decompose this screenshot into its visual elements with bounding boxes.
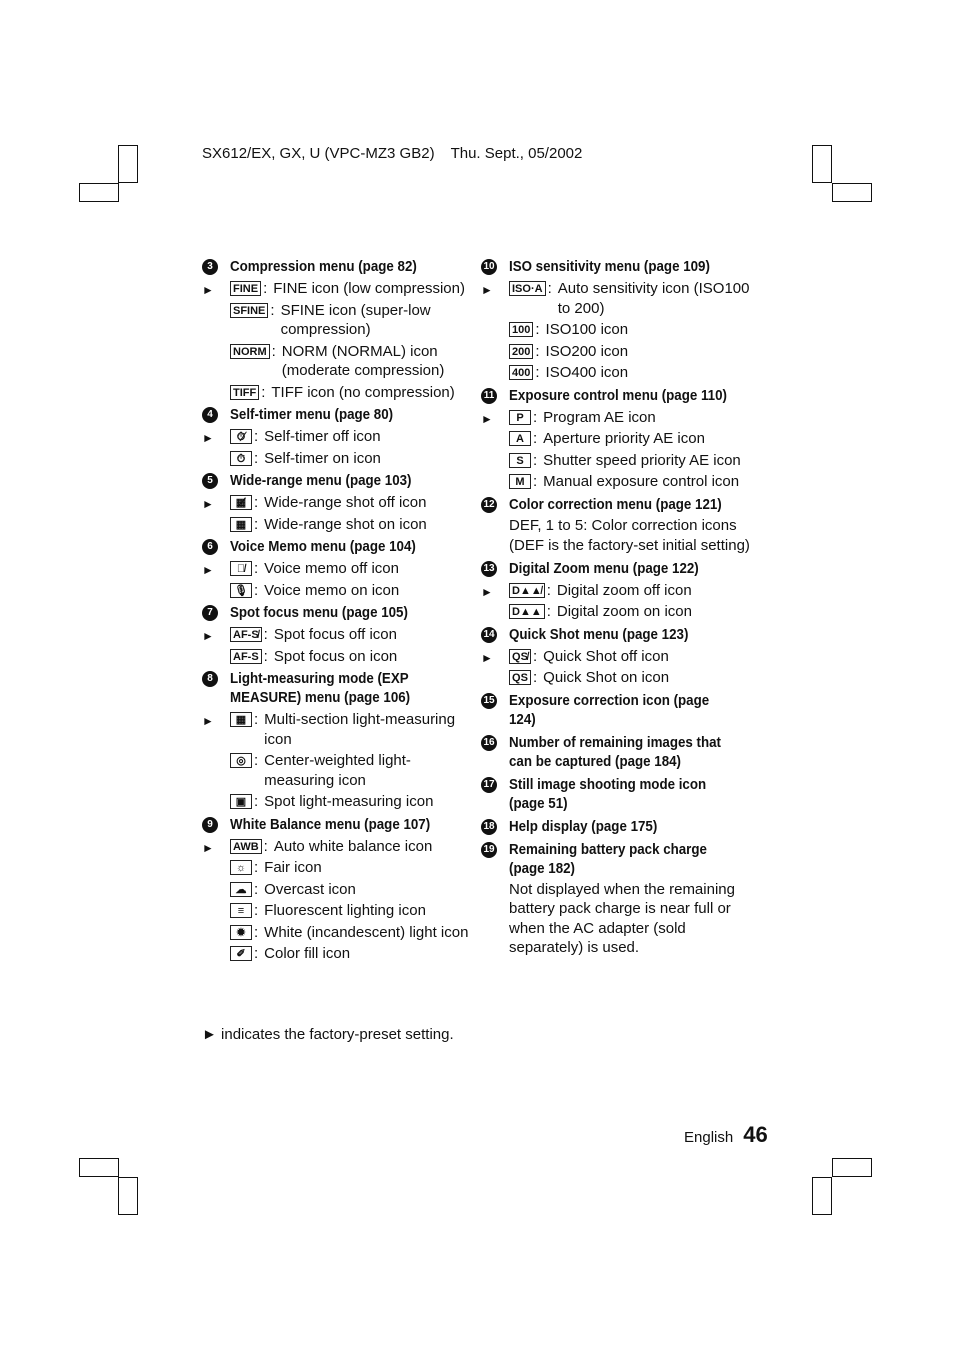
crop-mark-bottom-right-h [832, 1158, 872, 1177]
section-number-badge: 8 [202, 671, 218, 687]
item-description: ISO200 icon [545, 342, 629, 360]
menu-item [230, 858, 472, 878]
section-number-badge: 13 [481, 561, 497, 577]
section-title: Spot focus menu (page 105) [230, 605, 408, 621]
section-title: Color correction menu (page 121) [509, 496, 722, 513]
menu-section [481, 626, 751, 688]
section-title: Help display (page 175) [509, 818, 658, 835]
menu-item [230, 581, 472, 601]
setting-icon: D▲▲ [509, 604, 545, 619]
section-number-badge: 5 [202, 473, 218, 489]
item-description: Aperture priority AE icon [543, 430, 705, 447]
menu-item [202, 625, 472, 645]
colon-separator: : [263, 837, 268, 855]
item-description: ISO400 icon [545, 364, 629, 381]
item-description: Wide-range shot off icon [264, 494, 427, 511]
factory-preset-arrow-icon: ► [481, 584, 493, 599]
section-title: Quick Shot menu (page 123) [509, 626, 689, 643]
menu-section [481, 818, 751, 837]
menu-item [230, 383, 472, 403]
section-number-badge: 16 [481, 735, 497, 751]
colon-separator: : [254, 494, 259, 511]
section-text: Not displayed when the remaining battery pack charge is near full or when the AC adapter (sold separately) is used. [509, 880, 735, 956]
colon-separator: : [533, 430, 538, 447]
header-model: SX612/EX, GX, U (VPC-MZ3 GB2) [202, 145, 435, 162]
colon-separator: : [254, 428, 259, 445]
menu-item [230, 751, 472, 790]
menu-item [230, 792, 472, 812]
section-title: Exposure correction icon (page 124) [509, 692, 710, 728]
item-description: Spot light-measuring icon [264, 793, 434, 810]
section-number-badge: 19 [481, 842, 497, 858]
item-description: ISO100 icon [545, 321, 629, 338]
section-title: ISO sensitivity menu (page 109) [509, 259, 710, 275]
factory-preset-arrow-icon: ► [202, 497, 214, 511]
factory-preset-arrow-icon: ► [202, 714, 214, 728]
menu-item [509, 451, 751, 471]
section-title: Still image shooting mode icon (page 51) [509, 776, 707, 812]
colon-separator: : [271, 342, 276, 360]
colon-separator: : [261, 383, 266, 401]
colon-separator: : [263, 626, 268, 643]
setting-icon: NORM [230, 344, 270, 359]
colon-separator: : [533, 451, 538, 469]
right-column [481, 258, 751, 962]
setting-icon: ✹ [230, 925, 252, 940]
colon-separator: : [535, 321, 540, 338]
colon-separator: : [254, 449, 259, 467]
menu-item [230, 515, 472, 535]
section-number-badge: 10 [481, 259, 497, 275]
item-description: Digital zoom off icon [556, 581, 692, 599]
section-number-badge: 18 [481, 819, 497, 835]
crop-mark-top-right-h [832, 183, 872, 202]
factory-preset-arrow-icon: ► [202, 283, 214, 297]
setting-icon: 🎙 [230, 583, 252, 598]
colon-separator: : [254, 923, 259, 941]
setting-icon: ≡ [230, 903, 252, 918]
menu-item [230, 880, 472, 900]
colon-separator: : [533, 669, 538, 686]
factory-preset-arrow-icon: ► [202, 629, 214, 643]
colon-separator: : [254, 560, 259, 577]
colon-separator: : [535, 342, 540, 360]
item-description: Self-timer on icon [264, 449, 381, 467]
setting-icon: ◎ [230, 753, 252, 768]
menu-section [202, 670, 472, 812]
section-title: Self-timer menu (page 80) [230, 407, 394, 423]
item-description: Fluorescent lighting icon [264, 902, 426, 919]
factory-preset-note: ► indicates the factory-preset setting. [202, 1026, 454, 1043]
menu-item [202, 559, 472, 579]
section-number-badge: 7 [202, 605, 218, 621]
menu-item [481, 279, 751, 318]
setting-icon: ☼ [230, 860, 252, 875]
item-description: SFINE icon (super-low compression) [280, 301, 431, 338]
colon-separator: : [535, 364, 540, 381]
colon-separator: : [270, 301, 275, 319]
menu-item [509, 342, 751, 362]
item-description: Color fill icon [264, 945, 351, 962]
menu-item [509, 320, 751, 340]
crop-mark-top-right-v [812, 145, 832, 183]
setting-icon: AWB [230, 839, 262, 854]
item-description: Overcast icon [264, 880, 356, 898]
setting-icon: ✐ [230, 946, 252, 961]
menu-section [481, 258, 751, 383]
item-description: Auto white balance icon [273, 837, 433, 855]
colon-separator: : [533, 647, 538, 665]
menu-section [481, 776, 751, 814]
colon-separator: : [547, 280, 552, 297]
section-number-badge: 11 [481, 388, 497, 404]
factory-preset-arrow-icon: ► [202, 431, 214, 445]
item-description: Auto sensitivity icon (ISO100 to 200) [557, 280, 750, 317]
section-title: Remaining battery pack charge (page 182) [509, 841, 707, 877]
setting-icon: SFINE [230, 303, 268, 318]
menu-item [481, 581, 751, 601]
menu-item [202, 710, 472, 749]
section-title: Number of remaining images that can be captured (page 184) [509, 734, 722, 770]
colon-separator: : [254, 880, 259, 898]
factory-preset-arrow-icon: ► [481, 411, 493, 426]
item-description: Quick Shot on icon [543, 669, 670, 686]
colon-separator: : [254, 515, 259, 533]
left-column [202, 258, 472, 968]
colon-separator: : [254, 711, 259, 728]
factory-preset-arrow-icon: ► [481, 283, 493, 297]
setting-icon: P [509, 410, 531, 425]
section-text: (DEF is the factory-set initial setting) [509, 537, 750, 554]
menu-item [230, 342, 472, 381]
menu-section [481, 387, 751, 492]
setting-icon: ⏱̸ [230, 429, 252, 444]
menu-item [202, 493, 472, 513]
section-title: Exposure control menu (page 110) [509, 387, 727, 404]
colon-separator: : [254, 945, 259, 962]
section-text: DEF, 1 to 5: Color correction icons [509, 516, 737, 534]
setting-icon: QS [509, 670, 531, 685]
menu-section [481, 496, 751, 556]
section-title: Digital Zoom menu (page 122) [509, 560, 699, 577]
menu-item [509, 363, 751, 383]
item-description: Wide-range shot on icon [264, 515, 427, 533]
colon-separator: : [254, 581, 259, 599]
item-description: White (incandescent) light icon [264, 923, 469, 941]
section-number-badge: 17 [481, 777, 497, 793]
crop-mark-top-left-h [79, 183, 119, 202]
section-title: White Balance menu (page 107) [230, 816, 431, 833]
colon-separator: : [263, 647, 268, 665]
menu-section [202, 472, 472, 534]
setting-icon: AF-S̸ [230, 627, 262, 642]
colon-separator: : [546, 603, 551, 620]
setting-icon: QS̸ [509, 649, 531, 664]
item-description: Manual exposure control icon [543, 473, 740, 490]
menu-item [481, 408, 751, 428]
menu-item [202, 427, 472, 447]
setting-icon: ☁ [230, 882, 252, 897]
colon-separator: : [254, 859, 259, 876]
menu-section [481, 560, 751, 622]
setting-icon: ▣ [230, 794, 252, 809]
item-description: Voice memo on icon [264, 581, 400, 599]
setting-icon: D▲▲̸ [509, 583, 545, 598]
item-description: Self-timer off icon [264, 428, 381, 445]
setting-icon: 200 [509, 344, 533, 359]
colon-separator: : [533, 473, 538, 490]
page-number: 46 [743, 1122, 768, 1147]
menu-item [230, 301, 472, 340]
item-description: Quick Shot off icon [543, 647, 669, 665]
page-header [202, 145, 582, 162]
setting-icon: ▦ [230, 517, 252, 532]
menu-section [481, 841, 751, 958]
colon-separator: : [254, 752, 259, 769]
menu-section [202, 816, 472, 964]
item-description: Shutter speed priority AE icon [543, 451, 741, 469]
setting-icon: ▦̸ [230, 495, 252, 510]
colon-separator: : [546, 581, 551, 599]
menu-section [202, 406, 472, 468]
colon-separator: : [254, 793, 259, 810]
menu-item [509, 602, 751, 622]
section-title: Voice Memo menu (page 104) [230, 539, 416, 555]
setting-icon: TIFF [230, 385, 259, 400]
colon-separator: : [263, 280, 268, 297]
menu-item [509, 429, 751, 449]
item-description: FINE icon (low compression) [273, 280, 465, 297]
section-title: Compression menu (page 82) [230, 259, 417, 275]
section-number-badge: 15 [481, 693, 497, 709]
setting-icon: A [509, 431, 531, 446]
factory-preset-arrow-icon: ► [202, 563, 214, 577]
crop-mark-top-left-v [118, 145, 138, 183]
section-title: Light-measuring mode (EXP MEASURE) menu (page 106) [230, 671, 411, 706]
colon-separator: : [533, 408, 538, 426]
section-number-badge: 3 [202, 259, 218, 275]
section-number-badge: 6 [202, 539, 218, 555]
item-description: Spot focus off icon [273, 626, 397, 643]
setting-icon: 400 [509, 365, 533, 380]
setting-icon: AF-S [230, 649, 262, 664]
crop-mark-bottom-left-v [118, 1177, 138, 1215]
menu-section [202, 604, 472, 666]
item-description: Spot focus on icon [273, 647, 398, 665]
item-description: Voice memo off icon [264, 560, 399, 577]
menu-item [509, 472, 751, 492]
setting-icon: M [509, 474, 531, 489]
page-footer [684, 1122, 768, 1148]
section-number-badge: 4 [202, 407, 218, 423]
menu-section [202, 258, 472, 402]
crop-mark-bottom-left-h [79, 1158, 119, 1177]
header-date: Thu. Sept., 05/2002 [450, 145, 583, 162]
menu-item [481, 647, 751, 667]
setting-icon: ISO·A [509, 281, 546, 296]
section-title: Wide-range menu (page 103) [230, 473, 412, 489]
setting-icon: FINE [230, 281, 261, 296]
item-description: TIFF icon (no compression) [271, 383, 455, 401]
menu-item [509, 668, 751, 688]
menu-item [202, 279, 472, 299]
setting-icon: 🎙̸ [230, 561, 252, 576]
footer-language: English [684, 1129, 734, 1146]
item-description: Multi-section light-measuring icon [264, 711, 456, 748]
factory-preset-arrow-icon: ► [202, 840, 214, 855]
colon-separator: : [254, 902, 259, 919]
menu-item [230, 647, 472, 667]
setting-icon: 100 [509, 322, 533, 337]
setting-icon: ▦ [230, 712, 252, 727]
menu-section [202, 538, 472, 600]
item-description: NORM (NORMAL) icon (moderate compression) [281, 342, 445, 379]
menu-section [481, 734, 751, 772]
item-description: Digital zoom on icon [556, 603, 692, 620]
item-description: Program AE icon [543, 408, 656, 426]
menu-section [481, 692, 751, 730]
setting-icon: ⏱ [230, 451, 252, 466]
menu-item [230, 449, 472, 469]
menu-item [202, 837, 472, 857]
item-description: Fair icon [264, 859, 322, 876]
menu-item [230, 901, 472, 921]
setting-icon: S [509, 453, 531, 468]
factory-preset-arrow-icon: ► [481, 650, 493, 665]
crop-mark-bottom-right-v [812, 1177, 832, 1215]
menu-item [230, 923, 472, 943]
menu-item [230, 944, 472, 964]
section-number-badge: 12 [481, 497, 497, 513]
item-description: Center-weighted light-measuring icon [264, 752, 411, 789]
section-number-badge: 9 [202, 817, 218, 833]
section-number-badge: 14 [481, 627, 497, 643]
